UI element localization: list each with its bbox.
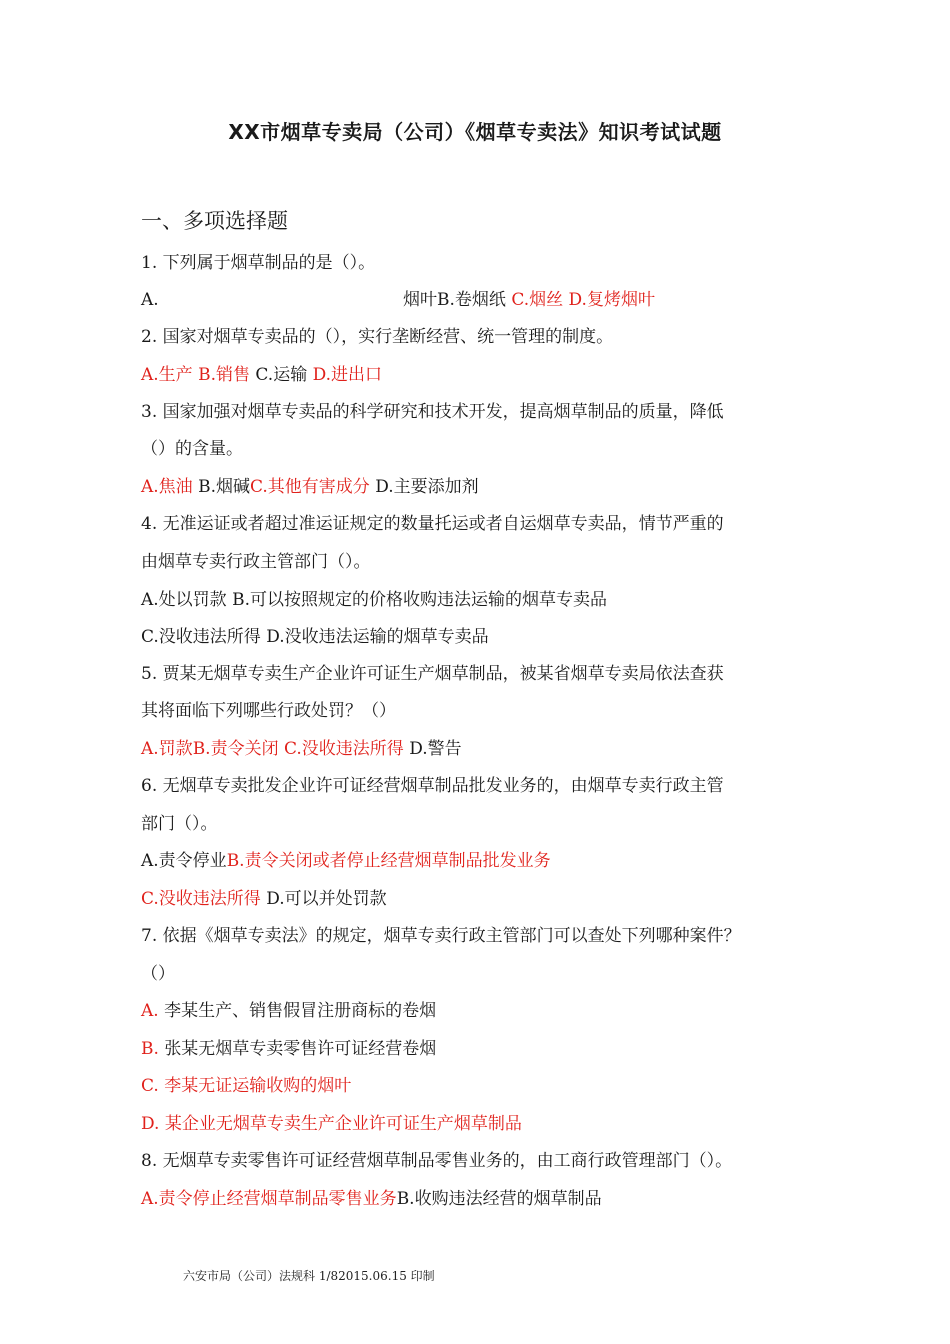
question-5-stem-line2: 其将面临下列哪些行政处罚？（） <box>141 701 396 721</box>
question-7-option-b <box>141 1037 436 1061</box>
q1-prefix: A. <box>141 290 159 310</box>
question-4-options-line1: A.处以罚款 B.可以按照规定的价格收购违法运输的烟草专卖品 <box>141 590 607 610</box>
q1-option-c: C.烟丝 <box>511 290 564 310</box>
page-footer: 六安市局（公司）法规科 1/82015.06.15 印制 <box>183 1269 435 1283</box>
q2-option-c: C.运输 <box>255 365 308 385</box>
q2-option-b: B.销售 <box>198 365 250 385</box>
q6-option-c: C.没收违法所得 <box>141 889 261 909</box>
q1-option-d: D.复烤烟叶 <box>568 290 655 310</box>
question-7-stem-line1: 7. 依据《烟草专卖法》的规定，烟草专卖行政主管部门可以查处下列哪种案件？ <box>141 926 741 946</box>
question-3-stem-line1: 3. 国家加强对烟草专卖品的科学研究和技术开发，提高烟草制品的质量，降低 <box>141 402 724 422</box>
question-4-stem-line2: 由烟草专卖行政主管部门（）。 <box>141 552 371 572</box>
question-5-stem-line1: 5. 贾某无烟草专卖生产企业许可证生产烟草制品，被某省烟草专卖局依法查获 <box>141 664 724 684</box>
q2-option-a: A.生产 <box>141 365 193 385</box>
q6-option-a: A.责令停业 <box>141 851 227 871</box>
q3-option-d: D.主要添加剂 <box>375 477 479 497</box>
q1-option-a: 烟叶 <box>403 290 437 310</box>
q2-option-d: D.进出口 <box>312 365 383 385</box>
question-6-stem-line1: 6. 无烟草专卖批发企业许可证经营烟草制品批发业务的，由烟草专卖行政主管 <box>141 776 724 796</box>
q6-option-d: D.可以并处罚款 <box>266 889 387 909</box>
question-7-stem-line2: （） <box>141 964 175 984</box>
q6-option-b: B.责令关闭或者停止经营烟草制品批发业务 <box>226 851 551 871</box>
q7-option-b-text: 张某无烟草专卖零售许可证经营卷烟 <box>164 1039 437 1059</box>
question-8-stem: 8. 无烟草专卖零售许可证经营烟草制品零售业务的，由工商行政管理部门（）。 <box>141 1151 733 1171</box>
question-4-stem-line1: 4. 无准运证或者超过准运证规定的数量托运或者自运烟草专卖品，情节严重的 <box>141 514 724 534</box>
question-1-stem: 1. 下列属于烟草制品的是（）。 <box>141 253 376 273</box>
question-1-options <box>141 288 701 312</box>
question-3-options <box>141 475 479 499</box>
q3-option-a: A.焦油 <box>141 477 193 497</box>
q7-option-b-letter: B. <box>141 1039 159 1059</box>
section-heading: 一、多项选择题 <box>141 209 288 233</box>
question-6-options-line1 <box>141 849 551 873</box>
q3-option-b: B.烟碱 <box>198 477 250 497</box>
q8-option-a: A.责令停止经营烟草制品零售业务 <box>141 1189 397 1209</box>
q5-option-a: A.罚款 <box>141 739 193 759</box>
question-7-option-a <box>141 999 436 1023</box>
q8-option-b: B.收购违法经营的烟草制品 <box>396 1189 602 1209</box>
question-2-stem: 2. 国家对烟草专卖品的（），实行垄断经营、统一管理的制度。 <box>141 327 614 347</box>
q5-option-c: C.没收违法所得 <box>284 739 404 759</box>
q7-option-a-text: 李某生产、销售假冒注册商标的卷烟 <box>164 1001 437 1021</box>
question-3-stem-line2: （）的含量。 <box>141 439 243 459</box>
question-8-options <box>141 1187 602 1211</box>
question-6-options-line2 <box>141 887 387 911</box>
page-title: XX市烟草专卖局（公司）《烟草专卖法》知识考试试题 <box>228 120 722 144</box>
question-7-option-c: C. 李某无证运输收购的烟叶 <box>141 1076 352 1096</box>
question-4-options-line2: C.没收违法所得 D.没收违法运输的烟草专卖品 <box>141 627 489 647</box>
q3-option-c: C.其他有害成分 <box>250 477 370 497</box>
q7-option-a-letter: A. <box>141 1001 159 1021</box>
q5-option-d: D.警告 <box>409 739 462 759</box>
question-2-options <box>141 363 382 387</box>
question-6-stem-line2: 部门（）。 <box>141 814 218 834</box>
q1-option-b: B.卷烟纸 <box>437 290 506 310</box>
q5-option-b: B.责令关闭 <box>192 739 279 759</box>
question-5-options <box>141 737 462 761</box>
question-7-option-d: D. 某企业无烟草专卖生产企业许可证生产烟草制品 <box>141 1114 522 1134</box>
